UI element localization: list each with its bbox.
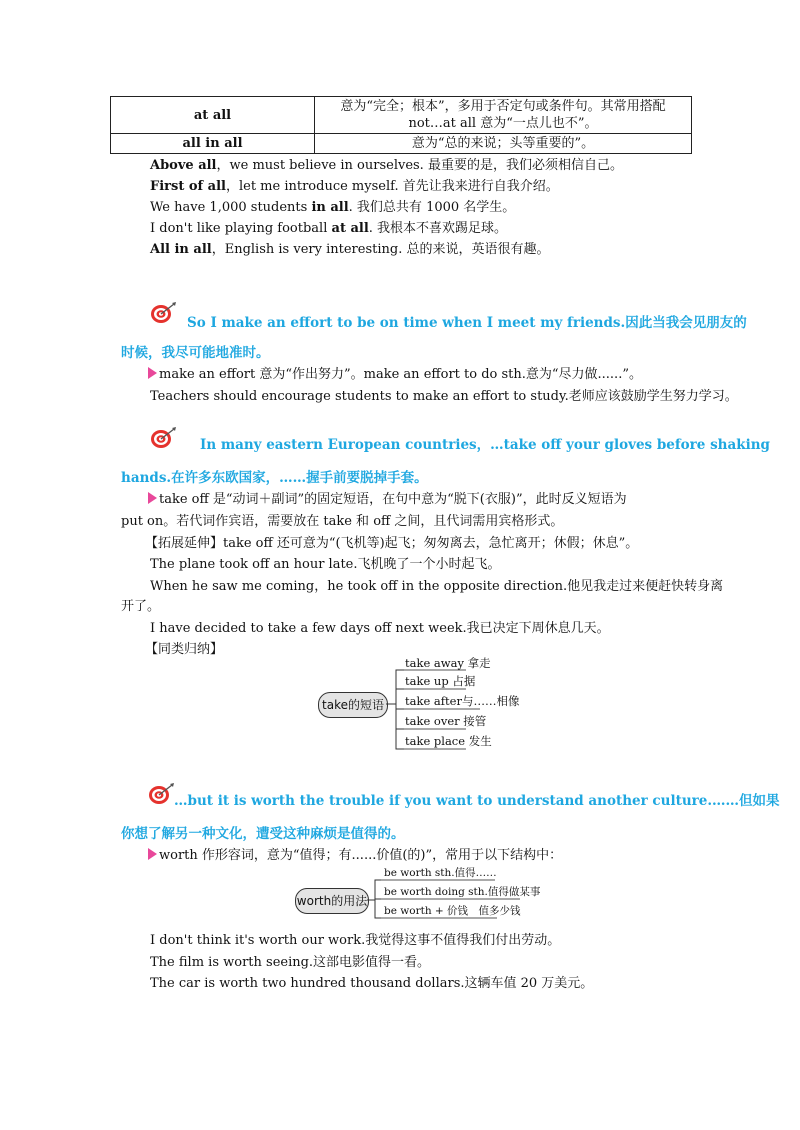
- target-icon: [150, 427, 176, 449]
- note-line: worth 作形容词，意为“值得；有......价值(的)”，常用于以下结构中：: [148, 847, 562, 865]
- diagram-item: take up 占据: [405, 674, 476, 688]
- table-row: [111, 97, 692, 134]
- key-sentence-line: So I make an effort to be on time when I meet my friends.因此当我会见朋友的: [187, 315, 747, 331]
- example-sentence: First of all，let me introduce myself. 首先让我来进行自我介绍。: [150, 179, 559, 194]
- example-sentence: The plane took off an hour late.飞机晚了一个小时起飞。: [150, 557, 501, 572]
- meaning-cell: [315, 97, 692, 134]
- example-sentence: The car is worth two hundred thousand dollars.这辆车值 20 万美元。: [150, 976, 594, 991]
- target-icon: [150, 302, 176, 324]
- key-sentence-line: hands.在许多东欧国家，……握手前要脱掉手套。: [121, 470, 428, 486]
- key-sentence-line: 你想了解另一种文化，遭受这种麻烦是值得的。: [121, 826, 405, 842]
- note-line: make an effort 意为“作出努力”。make an effort to do sth.意为“尽力做......”。: [148, 366, 642, 384]
- diagram-item: take away 拿走: [405, 656, 491, 670]
- example-sentence: I don't like playing football at all. 我根本不喜欢踢足球。: [150, 221, 508, 236]
- extension-line: 【拓展延伸】take off 还可意为“(飞机等)起飞；匆匆离去，急忙离开；休假；休息”。: [145, 536, 639, 551]
- target-icon: [148, 783, 174, 805]
- term-cell: at all: [111, 97, 315, 134]
- diagram-item: take place 发生: [405, 734, 492, 748]
- example-sentence: I have decided to take a few days off next week.我已决定下周休息几天。: [150, 621, 610, 636]
- note-line: take off 是“动词＋副词”的固定短语，在句中意为“脱下(衣服)”，此时反义短语为: [148, 491, 627, 509]
- note-line: put on。若代词作宾语，需要放在 take 和 off 之间，且代词需用宾格形式。: [121, 514, 564, 529]
- key-sentence-line: 时候，我尽可能地准时。: [121, 345, 270, 361]
- diagram-item: take after与……相像: [405, 694, 520, 708]
- diagram-item: be worth + 价钱 值多少钱: [384, 905, 521, 917]
- example-sentence: When he saw me coming，he took off in the opposite direction.他见我走过来便赶快转身离: [150, 579, 724, 594]
- meaning-cell: 意为“总的来说；头等重要的”。: [315, 134, 692, 154]
- diagram-item: take over 接管: [405, 714, 487, 728]
- term-cell: all in all: [111, 134, 315, 154]
- arrow-icon: [148, 492, 157, 504]
- example-sentence: I don't think it's worth our work.我觉得这事不值得我们付出劳动。: [150, 933, 561, 948]
- arrow-icon: [148, 848, 157, 860]
- example-sentence: All in all，English is very interesting. 总的来说，英语很有趣。: [150, 242, 550, 257]
- arrow-icon: [148, 367, 157, 379]
- example-sentence: 开了。: [121, 599, 161, 614]
- meaning-line: 意为“完全；根本”，多用于否定句或条件句。其常用搭配: [340, 99, 666, 114]
- diagram-center: take的短语: [318, 692, 388, 718]
- example-sentence: Above all，we must believe in ourselves. 最重要的是，我们必须相信自己。: [150, 158, 623, 173]
- example-sentence: We have 1,000 students in all. 我们总共有 1000 名学生。: [150, 200, 516, 215]
- diagram-center: worth的用法: [295, 888, 369, 914]
- diagram-item: be worth sth.值得……: [384, 867, 497, 879]
- phrase-table: [110, 96, 692, 154]
- key-sentence-line: …but it is worth the trouble if you want to understand another culture.……但如果: [174, 793, 780, 809]
- meaning-line: not…at all 意为“一点儿也不”。: [408, 116, 598, 131]
- table-row: [111, 134, 692, 154]
- example-sentence: The film is worth seeing.这部电影值得一看。: [150, 955, 431, 970]
- diagram-item: be worth doing sth.值得做某事: [384, 886, 541, 898]
- summary-label: 【同类归纳】: [145, 642, 224, 657]
- key-sentence-line: In many eastern European countries，…take off your gloves before shaking: [200, 437, 770, 453]
- example-sentence: Teachers should encourage students to make an effort to study.老师应该鼓励学生努力学习。: [150, 389, 738, 404]
